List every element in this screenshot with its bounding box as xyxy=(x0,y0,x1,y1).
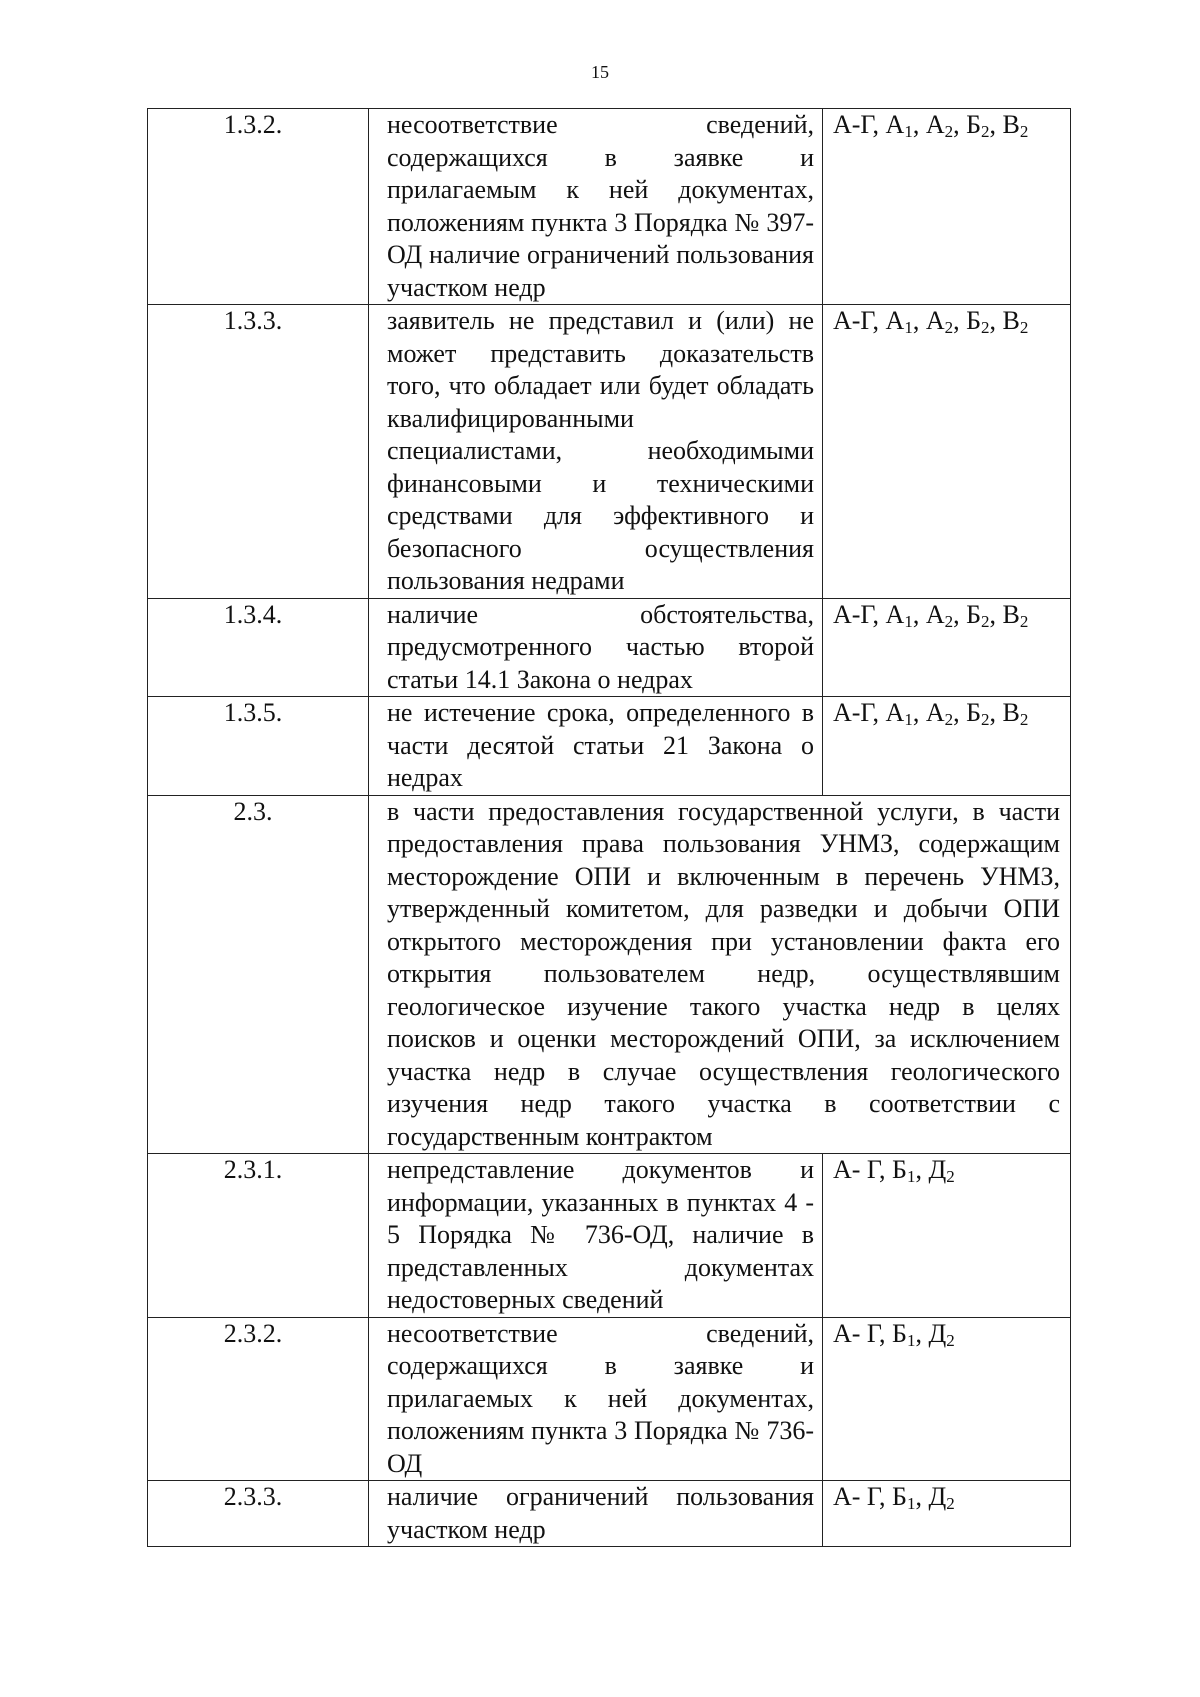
page-number: 15 xyxy=(591,62,609,82)
code-subscript: 1 xyxy=(906,1330,916,1350)
code-subscript: 2 xyxy=(944,122,954,141)
code-subscript: 2 xyxy=(944,611,954,631)
code-part: , Б xyxy=(953,306,982,335)
row-number: 1.3.5. xyxy=(148,697,369,796)
applicability-codes xyxy=(823,1154,1071,1318)
applicability-codes xyxy=(823,305,1071,599)
code-subscript: 1 xyxy=(904,122,913,141)
code-part: А- Г, Б xyxy=(833,1318,907,1348)
ground-description: наличие обстоятельства, предусмотренного частью второй статьи 14.1 Закона о недрах xyxy=(369,598,823,697)
code-part: , В xyxy=(989,110,1020,139)
code-subscript: 2 xyxy=(1019,318,1029,337)
code-part: , В xyxy=(989,698,1020,727)
table-row xyxy=(148,1154,1071,1318)
code-part: А-Г, А xyxy=(833,110,905,139)
code-part: А-Г, А xyxy=(833,698,905,727)
code-subscript: 1 xyxy=(904,611,913,631)
code-subscript: 2 xyxy=(981,611,990,631)
code-part: , Д xyxy=(915,1482,947,1511)
ground-description: не истечение срока, определенного в части десятой статьи 21 Закона о недрах xyxy=(369,697,823,796)
code-subscript: 2 xyxy=(1019,122,1029,141)
code-subscript: 2 xyxy=(981,122,990,141)
code-part: , Б xyxy=(953,110,982,139)
code-subscript: 2 xyxy=(946,1494,955,1513)
code-subscript: 1 xyxy=(904,318,913,337)
code-subscript: 2 xyxy=(1019,710,1029,729)
ground-description: несоответствие сведений, содержащихся в заявке и прилагаемых к ней документах, положениям пункта 3 Порядка № 736-ОД xyxy=(369,1317,823,1481)
code-part: А-Г, А xyxy=(833,306,905,335)
row-number: 2.3.1. xyxy=(148,1154,369,1318)
table-row xyxy=(148,305,1071,599)
grounds-table xyxy=(147,108,1071,1547)
code-part: , А xyxy=(912,698,945,727)
ground-description: наличие ограничений пользования участком недр xyxy=(369,1481,823,1547)
ground-description: непредставление документов и информации, указанных в пунктах 4 - 5 Порядка № 736-ОД, наличие в представленных документах недостоверных сведений xyxy=(369,1154,823,1318)
row-number: 2.3. xyxy=(148,795,369,1154)
applicability-codes xyxy=(823,1481,1071,1547)
code-part: А-Г, А xyxy=(833,599,905,629)
ground-description: несоответствие сведений, содержащихся в заявке и прилагаемым к ней документах, положениям пункта 3 Порядка № 397-ОД наличие ограничений пользования участком недр xyxy=(369,109,823,305)
table-row xyxy=(148,697,1071,796)
code-part: , В xyxy=(989,306,1020,335)
code-part: , А xyxy=(912,306,945,335)
code-part: , А xyxy=(912,599,945,629)
code-part: , Д xyxy=(915,1155,947,1184)
applicability-codes xyxy=(823,598,1071,697)
code-part: , В xyxy=(989,599,1020,629)
code-part: А- Г, Б xyxy=(833,1482,907,1511)
table-body xyxy=(148,109,1071,1547)
row-number: 2.3.2. xyxy=(148,1317,369,1481)
row-number: 2.3.3. xyxy=(148,1481,369,1547)
code-subscript: 2 xyxy=(1019,611,1029,631)
table-row xyxy=(148,598,1071,697)
ground-description: заявитель не представил и (или) не может представить доказательств того, что обладает или будет обладать квалифицированными специалистами, необходимыми финансовыми и техническими средствами для эффективного и безопасного осуществления пользования недрами xyxy=(369,305,823,599)
table-row xyxy=(148,109,1071,305)
code-subscript: 2 xyxy=(946,1330,955,1350)
code-subscript: 2 xyxy=(946,1167,955,1186)
code-subscript: 2 xyxy=(981,710,990,729)
code-part: , Б xyxy=(953,698,982,727)
section-description: в части предоставления государственной услуги, в части предоставления права пользования УНМЗ, содержащим месторождение ОПИ и включенным в перечень УНМЗ, утвержденный комитетом, для разведки и добычи ОПИ открытого месторождения при установлении факта его открытия пользователем недр, осуществлявшим геологическое изучение такого участка недр в целях поисков и оценки месторождений ОПИ, за исключением участка недр в случае осуществления геологического изучения недр такого участка в соответствии с государственным контрактом xyxy=(369,795,1071,1154)
row-number: 1.3.4. xyxy=(148,598,369,697)
code-part: , Б xyxy=(953,599,982,629)
table-row xyxy=(148,795,1071,1154)
code-part: , Д xyxy=(915,1318,947,1348)
code-subscript: 2 xyxy=(944,318,954,337)
code-part: А- Г, Б xyxy=(833,1155,907,1184)
applicability-codes xyxy=(823,1317,1071,1481)
code-subscript: 1 xyxy=(906,1494,916,1513)
applicability-codes xyxy=(823,109,1071,305)
code-subscript: 1 xyxy=(904,710,913,729)
code-part: , А xyxy=(912,110,945,139)
row-number: 1.3.2. xyxy=(148,109,369,305)
code-subscript: 1 xyxy=(906,1167,916,1186)
table-row xyxy=(148,1317,1071,1481)
code-subscript: 2 xyxy=(981,318,990,337)
applicability-codes xyxy=(823,697,1071,796)
row-number: 1.3.3. xyxy=(148,305,369,599)
table-row xyxy=(148,1481,1071,1547)
code-subscript: 2 xyxy=(944,710,954,729)
